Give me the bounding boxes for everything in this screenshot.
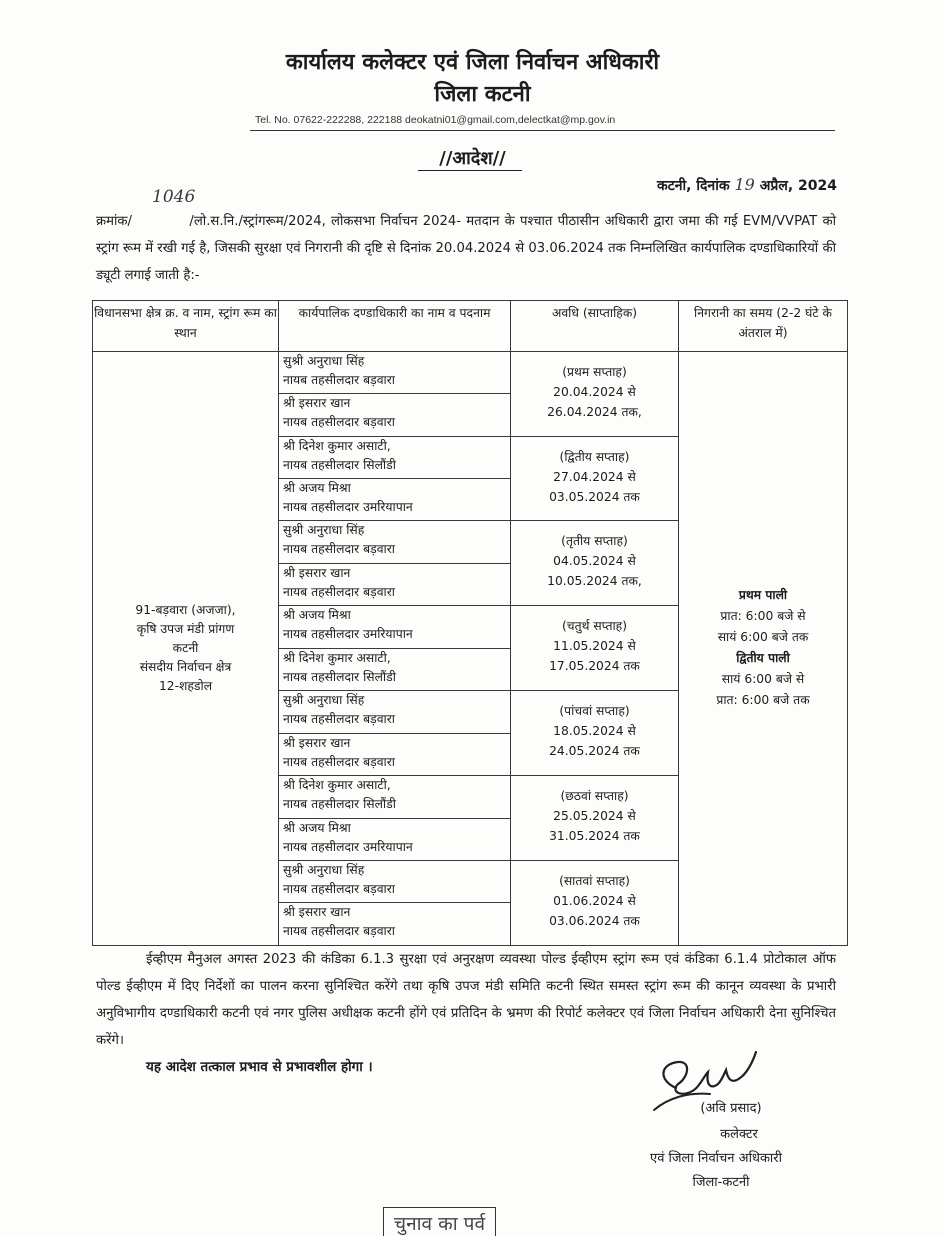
order-heading-underline [418, 170, 522, 171]
officer-cell [279, 563, 511, 605]
officer-post: नायब तहसीलदार सिलौंडी [283, 797, 396, 812]
week-label: (द्वितीय सप्ताह) [559, 449, 630, 464]
header-divider [250, 130, 835, 131]
week-to: 17.05.2024 तक [549, 659, 640, 674]
officer-name: सुश्री अनुराधा सिंह [283, 353, 365, 368]
table-row [93, 351, 848, 393]
signatory-designation: कलेक्टर [720, 1127, 758, 1142]
officer-post: नायब तहसीलदार सिलौंडी [283, 669, 396, 684]
header-constituency: विधानसभा क्षेत्र क्र. व नाम, स्ट्रांग रूम का स्थान [93, 301, 279, 352]
officer-name: श्री इसरार खान [283, 905, 351, 920]
first-shift-to: सायं 6:00 बजे तक [717, 630, 809, 645]
officer-cell [279, 691, 511, 733]
week-period-cell [511, 606, 679, 691]
officer-post: नायब तहसीलदार बड़वारा [283, 415, 395, 430]
week-label: (प्रथम सप्ताह) [562, 364, 627, 379]
effective-statement: यह आदेश तत्काल प्रभाव से प्रभावशील होगा । [146, 1059, 373, 1075]
officer-name: श्री इसरार खान [283, 565, 351, 580]
officer-post: नायब तहसीलदार उमरियापान [283, 839, 413, 854]
week-period-cell [511, 521, 679, 606]
office-title: कार्यालय कलेक्टर एवं जिला निर्वाचन अधिकारी [285, 50, 660, 75]
officer-post: नायब तहसीलदार बड़वारा [283, 881, 395, 896]
officer-cell [279, 648, 511, 690]
week-from: 18.05.2024 से [553, 724, 636, 739]
second-shift-title: द्वितीय पाली [736, 651, 790, 666]
date-month-year: अप्रैल, 2024 [759, 178, 837, 194]
signatory-location: जिला-कटनी [692, 1175, 750, 1190]
signatory-name: (अवि प्रसाद) [700, 1101, 762, 1116]
date-day-handwritten: 19 [734, 175, 755, 194]
week-from: 01.06.2024 से [553, 893, 636, 908]
week-to: 31.05.2024 तक [549, 829, 640, 844]
week-label: (पांचवां सप्ताह) [559, 704, 630, 719]
week-label: (चतुर्थ सप्ताह) [561, 619, 627, 634]
instructions-paragraph: ईव्हीएम मैनुअल अगस्त 2023 की कंडिका 6.1.3 सुरक्षा एवं अनुरक्षण व्यवस्था पोल्ड ईव्हीएम स्ट्रांग रूम एवं कंडिका 6.1.4 प्रोटोकाल ऑफ पोल्ड ईव्हीएम में दिए निर्देशों का पालन करना सुनिश्चित करेंगे तथा कृषि उपज मंडी समिति कटनी स्थित समस्त स्ट्रांग रूम की कानून व्यवस्था के प्रभारी अनुविभागीय दण्डाधिकारी कटनी एवं नगर पुलिस अधीक्षक कटनी होंगे एवं प्रतिदिन के भ्रमण की रिपोर्ट कलेक्टर एवं जिला निर्वाचन अधिकारी देना सुनिश्चित करेंगे। [96, 952, 836, 1048]
order-date [657, 175, 837, 195]
first-shift-from: प्रात: 6:00 बजे से [720, 609, 806, 624]
officer-cell [279, 818, 511, 860]
constituency-line: 91-बड़वारा (अजजा), [135, 602, 236, 617]
table-header-row [93, 301, 848, 352]
shift-cell [679, 351, 848, 945]
officer-post: नायब तहसीलदार बड़वारा [283, 924, 395, 939]
week-label: (सातवां सप्ताह) [559, 873, 630, 888]
week-period-cell [511, 351, 679, 436]
officer-name: श्री दिनेश कुमार असाटी, [283, 438, 391, 453]
week-to: 03.06.2024 तक [549, 913, 640, 928]
week-label: (छठवां सप्ताह) [560, 789, 629, 804]
duty-table [92, 300, 848, 946]
order-intro-paragraph: क्रमांक/ /लो.स.नि./स्ट्रांगरूम/2024, लोकसभा निर्वाचन 2024- मतदान के पश्चात पीठासीन अधिकारी द्वारा जमा की गई EVM/VVPAT को स्ट्रांग रूम में रखी गई है, जिसकी सुरक्षा एवं निगरानी की दृष्टि से दिनांक 20.04.2024 से 03.06.2024 तक निम्नलिखित कार्यपालिक दण्डाधिकारियों की ड्यूटी लगाई जाती है:- [96, 214, 841, 283]
week-to: 03.05.2024 तक [549, 489, 640, 504]
week-period-cell [511, 691, 679, 776]
date-prefix: कटनी, दिनांक [656, 178, 730, 194]
header-period: अवधि (साप्ताहिक) [511, 301, 679, 352]
officer-cell [279, 479, 511, 521]
officer-post: नायब तहसीलदार बड़वारा [283, 754, 395, 769]
officer-post: नायब तहसीलदार बड़वारा [283, 542, 395, 557]
header-monitoring-time: निगरानी का समय (2-2 घंटे के अंतराल में) [679, 301, 848, 352]
officer-cell [279, 394, 511, 436]
officer-cell [279, 351, 511, 393]
officer-name: सुश्री अनुराधा सिंह [283, 523, 365, 538]
week-from: 11.05.2024 से [553, 639, 636, 654]
week-from: 25.05.2024 से [553, 809, 636, 824]
officer-cell [279, 521, 511, 563]
officer-name: सुश्री अनुराधा सिंह [283, 693, 365, 708]
officer-post: नायब तहसीलदार बड़वारा [283, 712, 395, 727]
officer-cell [279, 733, 511, 775]
election-festival-stamp: चुनाव का पर्व [383, 1207, 496, 1236]
second-shift-from: सायं 6:00 बजे से [721, 672, 805, 687]
officer-cell [279, 860, 511, 902]
officer-name: श्री इसरार खान [283, 735, 351, 750]
officer-post: नायब तहसीलदार बड़वारा [283, 372, 395, 387]
officer-name: श्री अजय मिश्रा [283, 820, 351, 835]
officer-post: नायब तहसीलदार सिलौंडी [283, 457, 396, 472]
officer-cell [279, 903, 511, 946]
district-title: जिला कटनी [434, 82, 531, 107]
week-period-cell [511, 776, 679, 861]
week-to: 26.04.2024 तक, [547, 404, 642, 419]
week-to: 24.05.2024 तक [549, 744, 640, 759]
order-heading: //आदेश// [439, 148, 506, 169]
officer-post: नायब तहसीलदार उमरियापान [283, 500, 413, 515]
second-shift-to: प्रात: 6:00 बजे तक [716, 693, 810, 708]
officer-post: नायब तहसीलदार उमरियापान [283, 627, 413, 642]
officer-name: श्री अजय मिश्रा [283, 608, 351, 623]
week-period-cell [511, 436, 679, 521]
officer-name: श्री इसरार खान [283, 396, 351, 411]
contact-line: Tel. No. 07622-222288, 222188 deokatni01@gmail.com,delectkat@mp.gov.in [255, 114, 616, 126]
officer-name: सुश्री अनुराधा सिंह [283, 862, 365, 877]
officer-name: श्री दिनेश कुमार असाटी, [283, 650, 391, 665]
officer-cell [279, 776, 511, 818]
constituency-line: 12-शहडोल [158, 678, 213, 693]
week-to: 10.05.2024 तक, [547, 574, 642, 589]
constituency-line: कृषि उपज मंडी प्रांगण [136, 621, 235, 636]
constituency-line: संसदीय निर्वाचन क्षेत्र [139, 659, 232, 674]
header-officer: कार्यपालिक दण्डाधिकारी का नाम व पदनाम [279, 301, 511, 352]
officer-name: श्री दिनेश कुमार असाटी, [283, 778, 391, 793]
constituency-line: कटनी [172, 640, 199, 655]
first-shift-title: प्रथम पाली [738, 588, 788, 603]
reference-number-handwritten: 1046 [152, 187, 196, 207]
signatory-role: एवं जिला निर्वाचन अधिकारी [650, 1151, 782, 1166]
officer-cell [279, 606, 511, 648]
week-from: 04.05.2024 से [553, 554, 636, 569]
week-from: 20.04.2024 से [553, 384, 636, 399]
week-period-cell [511, 860, 679, 945]
officer-name: श्री अजय मिश्रा [283, 481, 351, 496]
constituency-cell [93, 351, 279, 945]
officer-post: नायब तहसीलदार बड़वारा [283, 584, 395, 599]
week-from: 27.04.2024 से [553, 469, 636, 484]
week-label: (तृतीय सप्ताह) [561, 534, 628, 549]
officer-cell [279, 436, 511, 478]
